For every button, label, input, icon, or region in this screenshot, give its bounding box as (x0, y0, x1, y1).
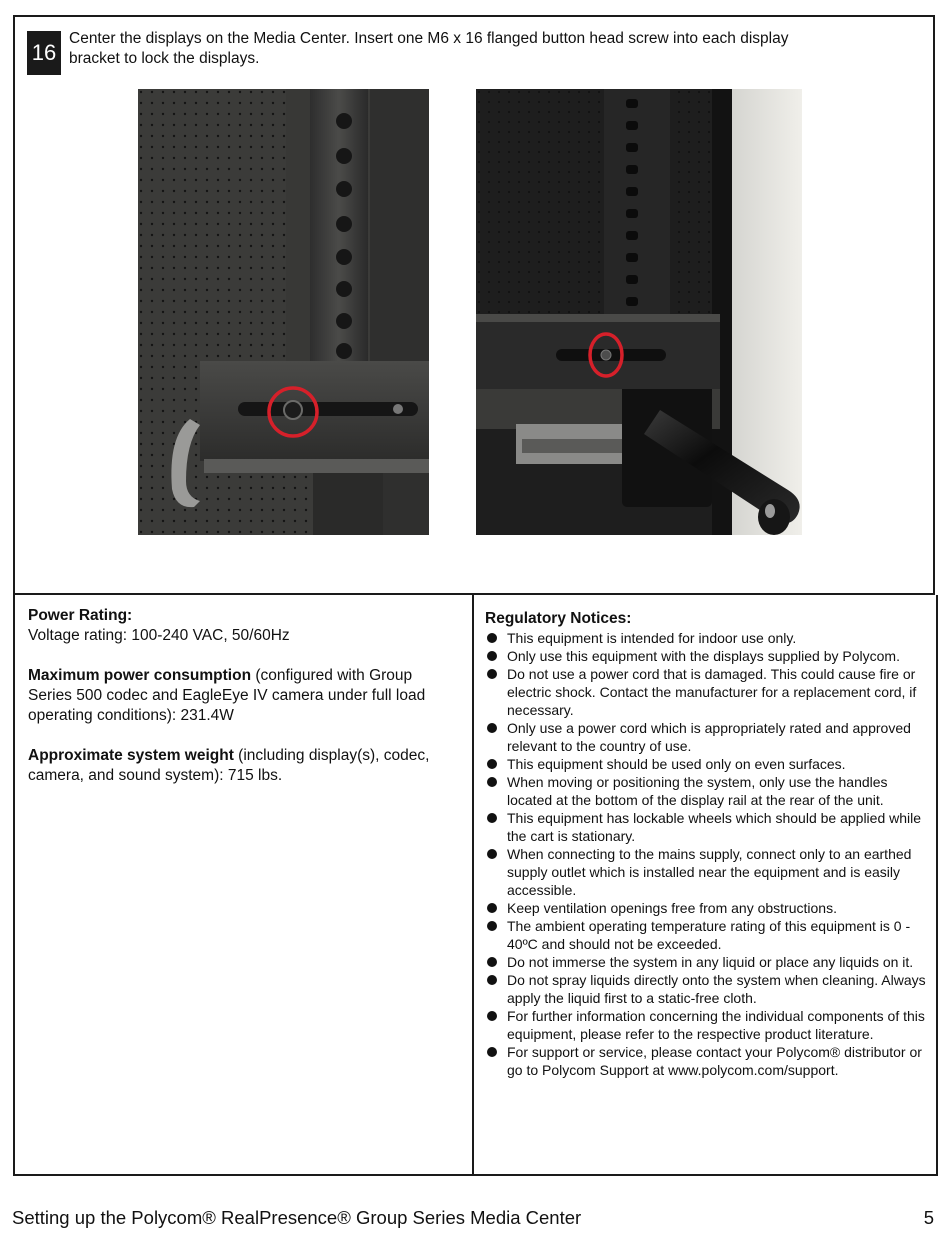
max-power-text: (configured with Group Series 500 codec and EagleEye IV camera under full load operating conditions): 231.4W (28, 667, 426, 724)
regulatory-item: Do not spray liquids directly onto the system when cleaning. Always apply the liquid first to a static-free cloth. (485, 971, 930, 1007)
regulatory-item: Do not immerse the system in any liquid or place any liquids on it. (485, 953, 930, 971)
photo-display-bracket-right (476, 89, 802, 535)
regulatory-item: For further information concerning the individual components of this equipment, please refer to the respective product literature. (485, 1007, 930, 1043)
regulatory-item: Only use a power cord which is appropriately rated and approved relevant to the country of use. (485, 719, 930, 755)
regulatory-item: Keep ventilation openings free from any obstructions. (485, 899, 930, 917)
power-rating-heading: Power Rating: (28, 607, 133, 624)
regulatory-item: This equipment is intended for indoor use only. (485, 629, 930, 647)
max-power-block (28, 666, 460, 726)
regulatory-item: This equipment has lockable wheels which should be applied while the cart is stationary. (485, 809, 930, 845)
regulatory-heading: Regulatory Notices: (485, 610, 632, 627)
regulatory-item: The ambient operating temperature rating of this equipment is 0 - 40ºC and should not be exceeded. (485, 917, 930, 953)
system-weight-label: Approximate system weight (28, 747, 234, 764)
regulatory-item: Do not use a power cord that is damaged. This could cause fire or electric shock. Contact the manufacturer for a replacement cord, if necessary. (485, 665, 930, 719)
max-power-label: Maximum power consumption (28, 667, 252, 684)
regulatory-item: For support or service, please contact your Polycom® distributor or go to Polycom Support at www.polycom.com/support. (485, 1043, 930, 1079)
page-number: 5 (923, 1207, 934, 1228)
step-instruction: Center the displays on the Media Center. Insert one M6 x 16 flanged button head screw into each display bracket to lock the displays. (69, 30, 789, 67)
regulatory-item: This equipment should be used only on even surfaces. (485, 755, 930, 773)
step-number-badge: 16 (27, 31, 61, 75)
system-weight-text: (including display(s), codec, camera, and sound system): 715 lbs. (28, 747, 430, 784)
power-info-column (28, 606, 460, 806)
regulatory-item: Only use this equipment with the displays supplied by Polycom. (485, 647, 930, 665)
footer-title: Setting up the Polycom® RealPresence® Group Series Media Center (12, 1207, 582, 1228)
system-weight-block (28, 746, 460, 786)
regulatory-list (485, 629, 930, 1079)
regulatory-column (485, 609, 930, 1079)
power-rating-block (28, 606, 460, 646)
photo-display-bracket-left (138, 89, 429, 535)
column-divider (472, 595, 474, 1176)
regulatory-item: When moving or positioning the system, only use the handles located at the bottom of the display rail at the rear of the unit. (485, 773, 930, 809)
regulatory-item: When connecting to the mains supply, connect only to an earthed supply outlet which is installed near the equipment and is easily accessible. (485, 845, 930, 899)
voltage-rating: Voltage rating: 100-240 VAC, 50/60Hz (28, 627, 290, 644)
